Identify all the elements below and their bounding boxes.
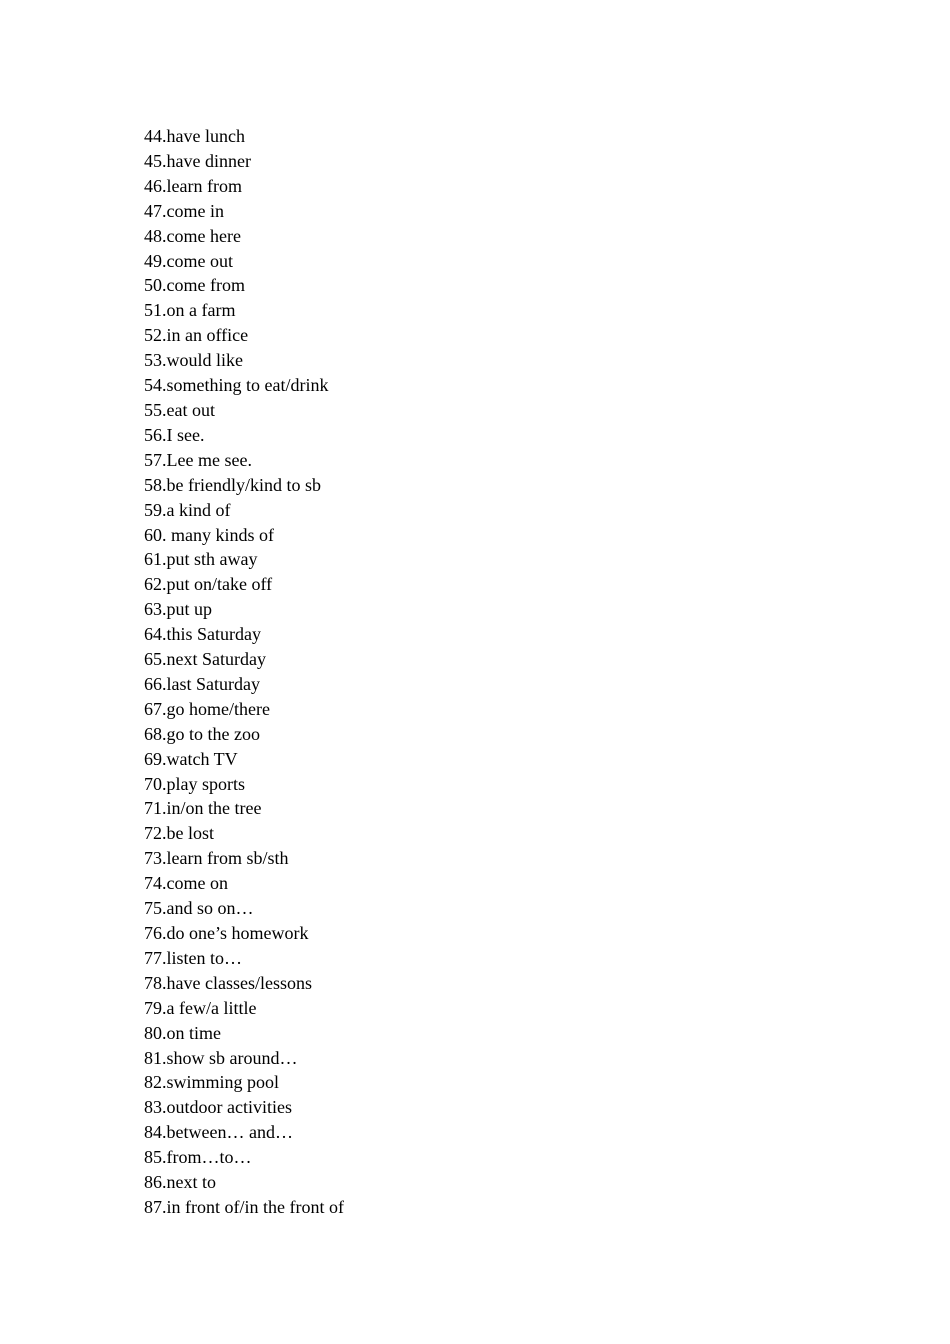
phrase-item: 65.next Saturday: [144, 649, 266, 670]
phrase-item: 45.have dinner: [144, 150, 251, 171]
phrase-item: 46.learn from: [144, 175, 242, 196]
phrase-item: 76.do one’s homework: [144, 923, 309, 943]
phrase-item: 82.swimming pool: [144, 1072, 280, 1093]
phrase-item: 72.be lost: [144, 823, 214, 844]
phrase-item: 66.last Saturday: [144, 673, 260, 694]
phrase-item: 52.in an office: [144, 325, 249, 346]
phrase-item: 47.come in: [144, 200, 224, 221]
phrase-item: 77.listen to…: [144, 947, 242, 968]
phrase-item: 56.I see.: [144, 424, 205, 445]
phrase-item: 61.put sth away: [144, 549, 258, 570]
phrase-item: 79.a few/a little: [144, 997, 257, 1018]
phrase-item: 85.from…to…: [144, 1147, 252, 1168]
phrase-list: [144, 124, 344, 1220]
phrase-item: 63.put up: [144, 599, 213, 620]
phrase-item: 74.come on: [144, 873, 228, 894]
phrase-item: 69.watch TV: [144, 748, 238, 769]
phrase-item: 51.on a farm: [144, 300, 236, 321]
phrase-item: 50.come from: [144, 275, 245, 296]
phrase-item: 60. many kinds of: [144, 524, 274, 545]
phrase-item: 59.a kind of: [144, 499, 231, 520]
phrase-item: 68.go to the zoo: [144, 723, 260, 744]
phrase-item: 71.in/on the tree: [144, 798, 262, 819]
phrase-item: 53.would like: [144, 350, 243, 371]
phrase-item: 87.in front of/in the front of: [144, 1196, 344, 1217]
phrase-item: 70.play sports: [144, 773, 245, 794]
phrase-item: 80.on time: [144, 1022, 221, 1043]
phrase-item: 84.between… and…: [144, 1122, 293, 1143]
phrase-item: 86.next to: [144, 1172, 216, 1193]
phrase-item: 62.put on/take off: [144, 574, 273, 595]
phrase-item: 58.be friendly/kind to sb: [144, 474, 321, 495]
phrase-item: 55.eat out: [144, 399, 215, 420]
phrase-item: 83.outdoor activities: [144, 1097, 292, 1118]
phrase-item: 81.show sb around…: [144, 1047, 298, 1068]
phrase-item: 49.come out: [144, 250, 233, 271]
phrase-item: 75.and so on…: [144, 898, 254, 919]
phrase-item: 54.something to eat/drink: [144, 375, 329, 396]
phrase-item: 78.have classes/lessons: [144, 972, 312, 993]
phrase-item: 73.learn from sb/sth: [144, 848, 289, 869]
phrase-item: 57.Lee me see.: [144, 449, 252, 470]
phrase-item: 44.have lunch: [144, 126, 245, 146]
phrase-item: 48.come here: [144, 225, 241, 246]
phrase-item: 67.go home/there: [144, 698, 270, 719]
phrase-item: 64.this Saturday: [144, 624, 261, 645]
